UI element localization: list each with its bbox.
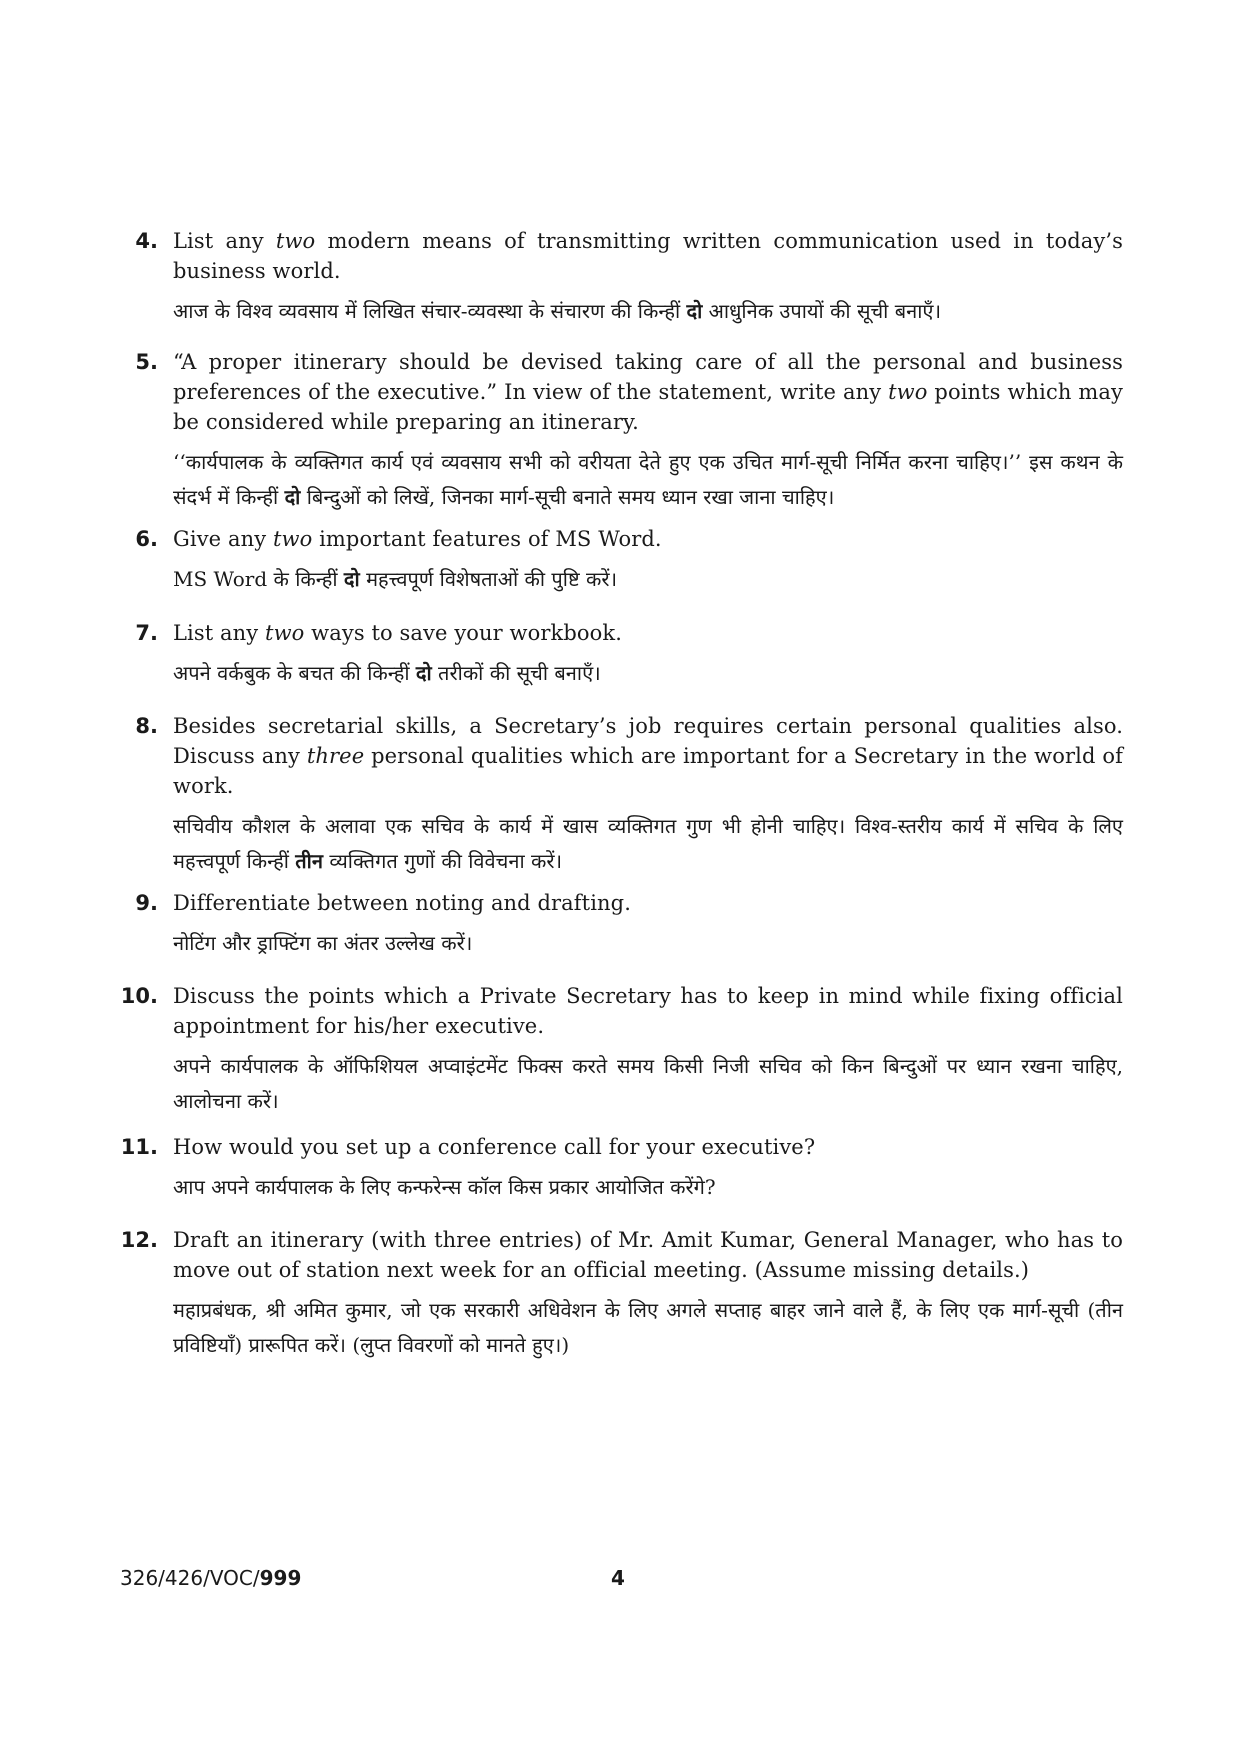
emphasis-word: three [306,744,365,768]
emphasis-word: दो [415,661,432,685]
question-text-english: Discuss the points which a Private Secretary has to keep in mind while fixing official appointment for his/her executive. [173,984,1123,1038]
question-text-hindi: आज के विश्व व्यवसाय में लिखित संचार-व्यवस्था के संचारण की किन्हीं दो आधुनिक उपायों की सूची बनाएँ। [173,299,942,323]
question-text-english: “A proper itinerary should be devised taking care of all the personal and business preferences of the executive.” In view of the statement, write any two points which may be considered while preparing an itinerary. [173,350,1123,434]
paper-code-number: 999 [259,1566,302,1590]
question-number: 5. [135,350,158,374]
question-text-hindi: महाप्रबंधक, श्री अमित कुमार, जो एक सरकारी अधिवेशन के लिए अगले सप्ताह बाहर जाने वाले हैं, के लिए एक मार्ग-सूची (तीन प्रविष्टियाँ) प्रारूपित करें। (लुप्त विवरणों को मानते हुए।) [173,1298,1123,1357]
question-text-hindi: सचिवीय कौशल के अलावा एक सचिव के कार्य में खास व्यक्तिगत गुण भी होनी चाहिए। विश्व-स्तरीय कार्य में सचिव के लिए महत्त्वपूर्ण किन्हीं तीन व्यक्तिगत गुणों की विवेचना करें। [173,814,1123,873]
emphasis-word: दो [686,299,703,323]
question-text-english: List any two ways to save your workbook. [173,621,622,645]
question-number: 7. [135,621,158,645]
emphasis-word: तीन [295,849,323,873]
question-number: 9. [135,891,158,915]
emphasis-word: two [265,621,305,645]
question-number: 8. [135,714,158,738]
question-text-hindi: अपने कार्यपालक के ऑफिशियल अप्वाइंटमेंट फिक्स करते समय किसी निजी सचिव को किन बिन्दुओं पर ध्यान रखना चाहिए, आलोचना करें। [173,1054,1123,1113]
emphasis-word: दो [343,567,360,591]
question-number: 12. [120,1228,158,1252]
question-number: 11. [120,1135,158,1159]
question-text-english: Differentiate between noting and drafting. [173,891,631,915]
question-10 [120,981,1123,1119]
emphasis-word: two [272,527,313,551]
question-text-english: Besides secretarial skills, a Secretary’s job requires certain personal qualities also. Discuss any three personal qualities which are important for a Secretary in the world of work. [173,714,1123,798]
question-number: 4. [135,229,158,253]
paper-code-prefix: 326/426/VOC/ [120,1566,260,1590]
question-text-hindi: अपने वर्कबुक के बचत की किन्हीं दो तरीकों की सूची बनाएँ। [173,661,601,685]
question-8 [120,711,1123,879]
question-number: 6. [135,527,158,551]
question-text-hindi: आप अपने कार्यपालक के लिए कन्फरेन्स कॉल किस प्रकार आयोजित करेंगे? [173,1175,716,1199]
question-text-hindi: MS Word के किन्हीं दो महत्त्वपूर्ण विशेषताओं की पुष्टि करें। [173,567,618,591]
question-text-english: How would you set up a conference call for your executive? [173,1135,816,1159]
question-4 [120,226,1123,329]
question-text-hindi: ‘‘कार्यपालक के व्यक्तिगत कार्य एवं व्यवसाय सभी को वरीयता देते हुए एक उचित मार्ग-सूची निर्मित करना चाहिए।’’ इस कथन के संदर्भ में किन्हीं दो बिन्दुओं को लिखें, जिनका मार्ग-सूची बनाते समय ध्यान रखा जाना चाहिए। [173,450,1123,509]
question-7 [120,618,1120,691]
question-11 [120,1132,1120,1205]
emphasis-word: two [888,380,928,404]
page-number: 4 [611,1566,625,1590]
question-text-english: Draft an itinerary (with three entries) of Mr. Amit Kumar, General Manager, who has to move out of station next week for an official meeting. (Assume missing details.) [173,1228,1123,1282]
paper-code [120,1566,301,1590]
question-text-hindi: नोटिंग और ड्राफ्टिंग का अंतर उल्लेख करें। [173,931,473,955]
emphasis-word: दो [284,485,301,509]
question-12 [120,1225,1123,1363]
question-9 [120,888,1120,961]
question-5 [120,347,1123,515]
emphasis-word: two [275,229,316,253]
question-6 [120,524,1120,597]
question-text-english: List any two modern means of transmitting written communication used in today’s business world. [173,229,1123,283]
question-text-english: Give any two important features of MS Word. [173,527,662,551]
question-number: 10. [120,984,158,1008]
